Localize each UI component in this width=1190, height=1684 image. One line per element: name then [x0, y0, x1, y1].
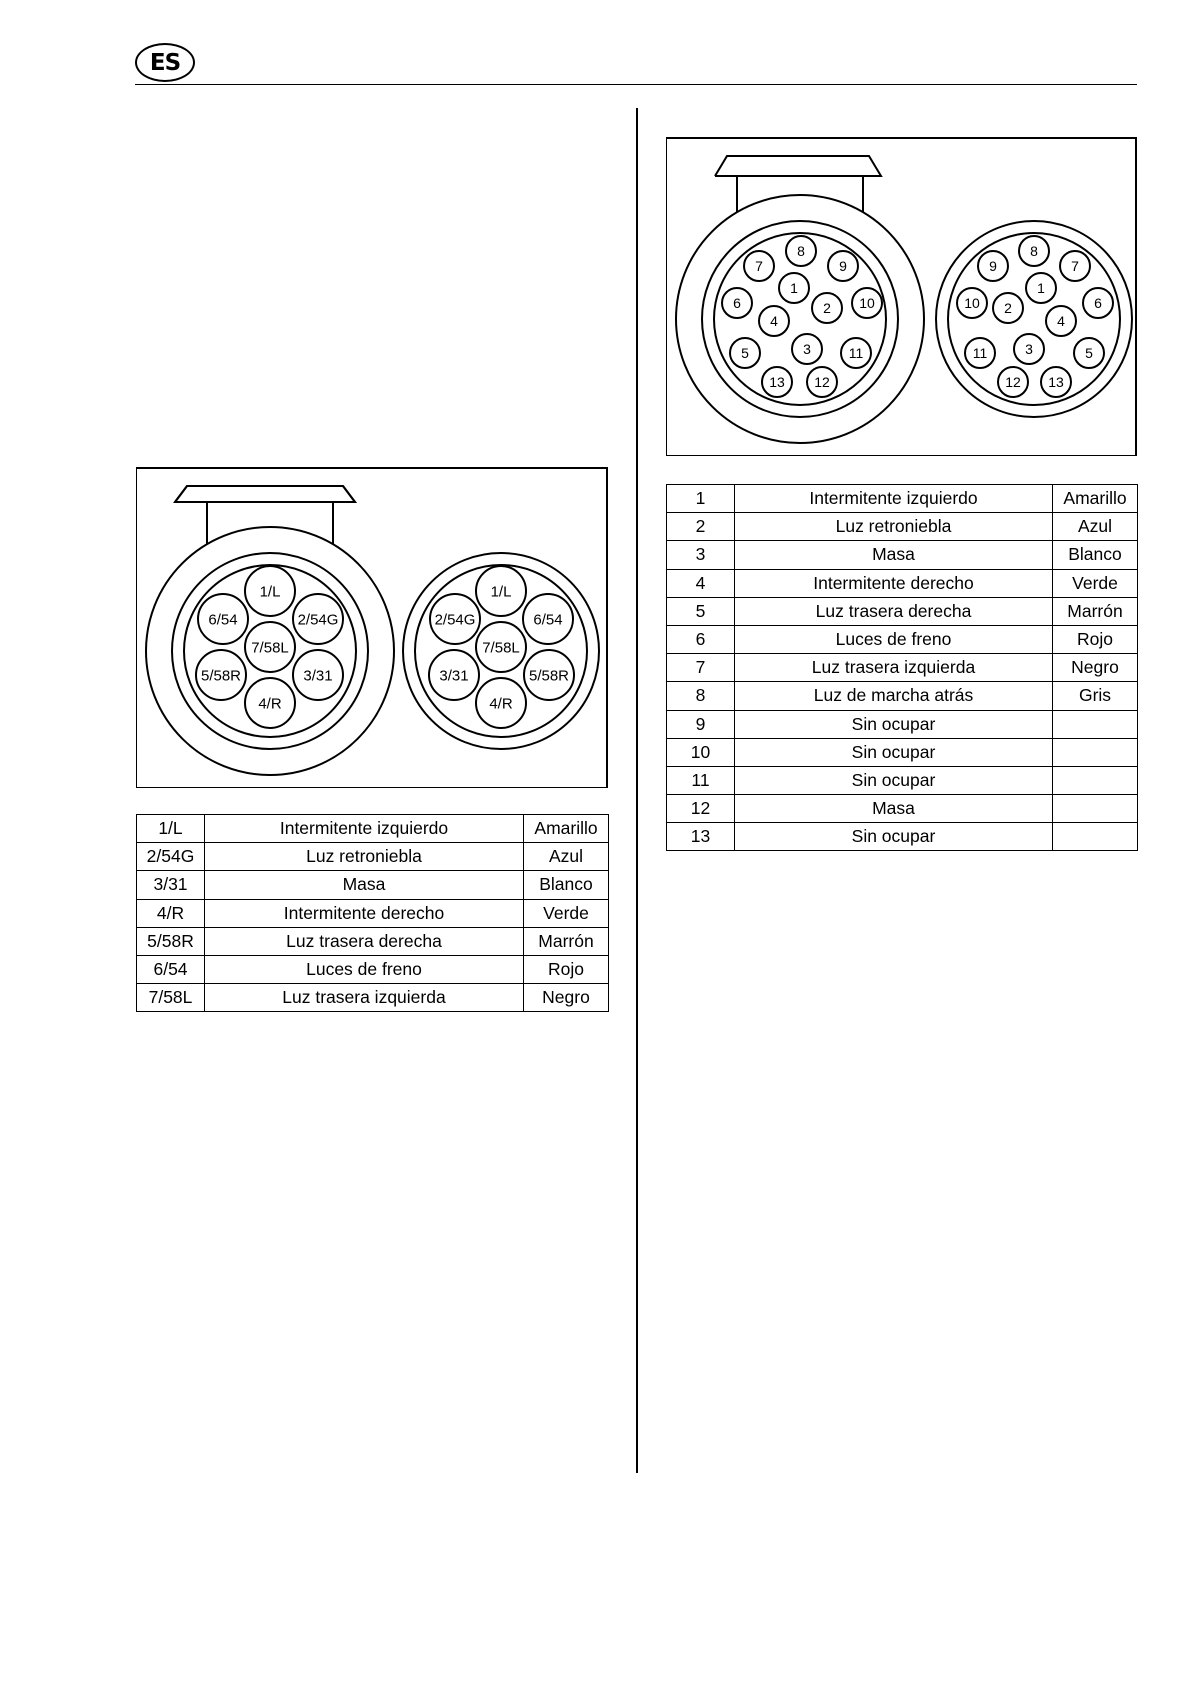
pin-label: 10 — [859, 294, 875, 311]
pin-label: 5 — [1085, 344, 1093, 361]
table-row — [137, 984, 609, 1012]
pin-code-cell: 6 — [667, 625, 735, 653]
function-cell: Masa — [205, 871, 524, 899]
pin-code-cell: 2/54G — [137, 843, 205, 871]
function-cell: Sin ocupar — [735, 710, 1053, 738]
pin-code-cell: 3/31 — [137, 871, 205, 899]
table-row — [137, 927, 609, 955]
pin-label: 9 — [989, 257, 997, 274]
wire-color-cell: Verde — [1053, 569, 1138, 597]
pin-code-cell: 1/L — [137, 815, 205, 843]
pin-code-cell: 12 — [667, 795, 735, 823]
table-row — [667, 597, 1138, 625]
language-badge: ES — [135, 43, 195, 82]
table-row — [667, 541, 1138, 569]
pin-label: 4/R — [258, 695, 282, 713]
pin-label: 6 — [733, 294, 741, 311]
pin-label: 13 — [1048, 373, 1064, 390]
pin-label: 5/58R — [200, 667, 242, 685]
wire-color-cell: Rojo — [524, 955, 609, 983]
wire-color-cell: Gris — [1053, 682, 1138, 710]
wire-color-cell — [1053, 710, 1138, 738]
wire-color-cell: Rojo — [1053, 625, 1138, 653]
pin-label: 6 — [1094, 294, 1102, 311]
table-row — [137, 955, 609, 983]
wire-color-cell: Marrón — [524, 927, 609, 955]
pin-code-cell: 6/54 — [137, 955, 205, 983]
connector-13pin-diagram — [666, 137, 1137, 456]
wire-color-cell — [1053, 795, 1138, 823]
function-cell: Intermitente izquierdo — [735, 485, 1053, 513]
wire-color-cell: Negro — [524, 984, 609, 1012]
function-cell: Luz trasera izquierda — [205, 984, 524, 1012]
function-cell: Luz trasera izquierda — [735, 654, 1053, 682]
pin-label: 12 — [1005, 373, 1021, 390]
function-cell: Sin ocupar — [735, 738, 1053, 766]
pin-label: 6/54 — [533, 611, 563, 629]
pin-label: 2 — [823, 299, 831, 316]
table-row — [667, 682, 1138, 710]
pin-code-cell: 5/58R — [137, 927, 205, 955]
wire-color-cell — [1053, 766, 1138, 794]
pin-code-cell: 10 — [667, 738, 735, 766]
pin-code-cell: 8 — [667, 682, 735, 710]
pin-label: 3/31 — [439, 667, 469, 685]
function-cell: Sin ocupar — [735, 766, 1053, 794]
pin-code-cell: 1 — [667, 485, 735, 513]
table-row — [667, 738, 1138, 766]
pinout-table-13pin — [666, 484, 1138, 851]
header-rule — [135, 84, 1137, 85]
pin-label: 11 — [848, 344, 864, 361]
pin-label: 3 — [803, 340, 811, 357]
function-cell: Intermitente izquierdo — [205, 815, 524, 843]
pin-code-cell: 4 — [667, 569, 735, 597]
pin-code-cell: 7/58L — [137, 984, 205, 1012]
wire-color-cell: Negro — [1053, 654, 1138, 682]
function-cell: Luz retroniebla — [735, 513, 1053, 541]
pin-label: 1/L — [490, 583, 512, 601]
table-row — [137, 843, 609, 871]
pin-label: 8 — [1030, 242, 1038, 259]
pin-code-cell: 3 — [667, 541, 735, 569]
pin-code-cell: 4/R — [137, 899, 205, 927]
wire-color-cell: Blanco — [524, 871, 609, 899]
pin-code-cell: 2 — [667, 513, 735, 541]
pin-code-cell: 5 — [667, 597, 735, 625]
wire-color-cell: Verde — [524, 899, 609, 927]
pin-label: 7/58L — [251, 639, 289, 657]
function-cell: Luces de freno — [735, 625, 1053, 653]
pin-label: 12 — [814, 373, 830, 390]
table-row — [667, 654, 1138, 682]
function-cell: Intermitente derecho — [205, 899, 524, 927]
socket-13pin-pins — [957, 236, 1113, 397]
pin-label: 1/L — [259, 583, 281, 601]
pin-label: 9 — [839, 257, 847, 274]
wire-color-cell: Azul — [1053, 513, 1138, 541]
pin-label: 7 — [1071, 257, 1079, 274]
pin-label: 5 — [741, 344, 749, 361]
pin-code-cell: 7 — [667, 654, 735, 682]
table-row — [667, 625, 1138, 653]
pin-label: 8 — [797, 242, 805, 259]
function-cell: Luz trasera derecha — [735, 597, 1053, 625]
pin-label: 4 — [1057, 312, 1065, 329]
pin-label: 5/58R — [528, 667, 570, 685]
column-divider — [636, 108, 638, 1473]
table-row — [137, 815, 609, 843]
function-cell: Luz trasera derecha — [205, 927, 524, 955]
wire-color-cell: Azul — [524, 843, 609, 871]
wire-color-cell — [1053, 738, 1138, 766]
pin-label: 13 — [769, 373, 785, 390]
pin-label: 1 — [790, 279, 798, 296]
function-cell: Masa — [735, 795, 1053, 823]
pin-code-cell: 13 — [667, 823, 735, 851]
function-cell: Intermitente derecho — [735, 569, 1053, 597]
table-row — [667, 766, 1138, 794]
connector-7pin-diagram — [136, 467, 608, 788]
table-row — [667, 795, 1138, 823]
pin-label: 1 — [1037, 279, 1045, 296]
wire-color-cell — [1053, 823, 1138, 851]
pin-code-cell: 11 — [667, 766, 735, 794]
pin-label: 2/54G — [297, 611, 339, 629]
pin-label: 7/58L — [482, 639, 520, 657]
pin-label: 11 — [972, 344, 988, 361]
wire-color-cell: Amarillo — [524, 815, 609, 843]
function-cell: Luz de marcha atrás — [735, 682, 1053, 710]
pin-label: 2 — [1004, 299, 1012, 316]
function-cell: Sin ocupar — [735, 823, 1053, 851]
table-row — [137, 899, 609, 927]
function-cell: Luz retroniebla — [205, 843, 524, 871]
table-row — [667, 710, 1138, 738]
table-row — [137, 871, 609, 899]
table-row — [667, 823, 1138, 851]
function-cell: Masa — [735, 541, 1053, 569]
pin-label: 7 — [755, 257, 763, 274]
wire-color-cell: Blanco — [1053, 541, 1138, 569]
pin-code-cell: 9 — [667, 710, 735, 738]
pin-label: 3 — [1025, 340, 1033, 357]
pin-label: 4 — [770, 312, 778, 329]
function-cell: Luces de freno — [205, 955, 524, 983]
table-row — [667, 569, 1138, 597]
pinout-table-7pin — [136, 814, 609, 1012]
pin-label: 3/31 — [303, 667, 333, 685]
pin-label: 4/R — [489, 695, 513, 713]
wire-color-cell: Amarillo — [1053, 485, 1138, 513]
table-row — [667, 485, 1138, 513]
table-row — [667, 513, 1138, 541]
pin-label: 6/54 — [208, 611, 238, 629]
pin-label: 2/54G — [434, 611, 476, 629]
wire-color-cell: Marrón — [1053, 597, 1138, 625]
socket-7pin-pins — [429, 566, 574, 728]
pin-label: 10 — [964, 294, 980, 311]
